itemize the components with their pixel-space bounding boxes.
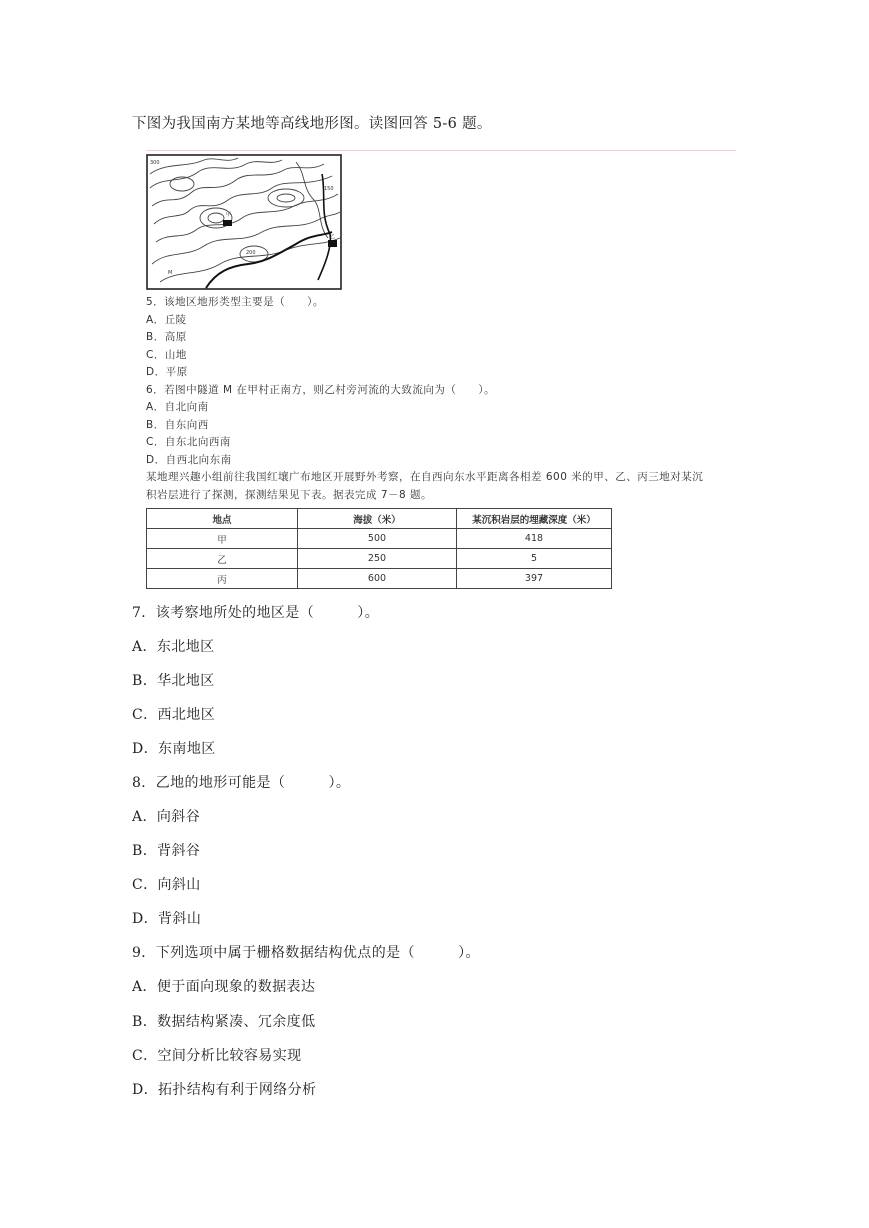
q7-option-a: A．东北地区 — [132, 639, 215, 655]
table-cell: 甲 — [147, 529, 298, 549]
table-cell: 418 — [457, 529, 612, 549]
passage-line-1: 某地理兴趣小组前往我国红壤广布地区开展野外考察，在自西向东水平距离各相差 600 米的甲、乙、丙三地对某沉 — [146, 471, 704, 483]
survey-table — [146, 508, 612, 589]
q7-option-b: B．华北地区 — [132, 673, 215, 689]
q6-option-a: A．自北向南 — [146, 401, 209, 413]
svg-text:300: 300 — [150, 160, 160, 166]
table-header: 地点 — [147, 509, 298, 529]
table-row — [147, 569, 612, 589]
scanned-excerpt — [144, 146, 736, 588]
q5-option-a: A．丘陵 — [146, 314, 187, 326]
q7-option-c: C．西北地区 — [132, 707, 216, 723]
q5-stem: 5．该地区地形类型主要是（ ）。 — [146, 296, 324, 308]
q5-option-b: B．高原 — [146, 331, 187, 343]
q5-option-d: D．平原 — [146, 366, 188, 378]
q9-option-d: D．拓扑结构有利于网络分析 — [132, 1082, 317, 1098]
q8-option-c: C．向斜山 — [132, 877, 201, 893]
passage-line-2: 积岩层进行了探测，探测结果见下表。据表完成 7－8 题。 — [146, 489, 433, 501]
svg-text:200: 200 — [246, 250, 256, 256]
q8-option-b: B．背斜谷 — [132, 843, 201, 859]
table-cell: 5 — [457, 549, 612, 569]
divider-line — [146, 150, 736, 151]
table-cell: 397 — [457, 569, 612, 589]
table-cell: 丙 — [147, 569, 298, 589]
q5-option-c: C．山地 — [146, 349, 187, 361]
table-header: 海拔（米） — [298, 509, 457, 529]
svg-text:M: M — [168, 270, 173, 276]
table-header: 某沉积岩层的埋藏深度（米） — [457, 509, 612, 529]
table-row — [147, 549, 612, 569]
q9-stem: 9．下列选项中属于栅格数据结构优点的是（ ）。 — [132, 945, 480, 961]
q9-option-a: A．便于面向现象的数据表达 — [132, 979, 316, 995]
q8-option-a: A．向斜谷 — [132, 809, 201, 825]
q6-option-c: C．自东北向西南 — [146, 436, 231, 448]
q8-option-d: D．背斜山 — [132, 911, 202, 927]
svg-text:甲: 甲 — [226, 212, 232, 218]
table-cell: 乙 — [147, 549, 298, 569]
intro-text: 下图为我国南方某地等高线地形图。读图回答 5-6 题。 — [132, 116, 492, 132]
table-header-row — [147, 509, 612, 529]
q6-option-b: B．自东向西 — [146, 419, 209, 431]
contour-map — [146, 154, 342, 290]
table-cell: 500 — [298, 529, 457, 549]
q7-option-d: D．东南地区 — [132, 741, 216, 757]
q7-stem: 7．该考察地所处的地区是（ ）。 — [132, 605, 380, 621]
q9-option-c: C．空间分析比较容易实现 — [132, 1048, 302, 1064]
table-row — [147, 529, 612, 549]
q6-stem: 6．若图中隧道 M 在甲村正南方，则乙村旁河流的大致流向为（ ）。 — [146, 384, 496, 396]
svg-text:150: 150 — [324, 186, 334, 192]
q8-stem: 8．乙地的地形可能是（ ）。 — [132, 775, 351, 791]
table-cell: 250 — [298, 549, 457, 569]
table-cell: 600 — [298, 569, 457, 589]
q9-option-b: B．数据结构紧凑、冗余度低 — [132, 1014, 316, 1030]
svg-text:乙: 乙 — [330, 234, 336, 240]
q6-option-d: D．自西北向东南 — [146, 454, 232, 466]
